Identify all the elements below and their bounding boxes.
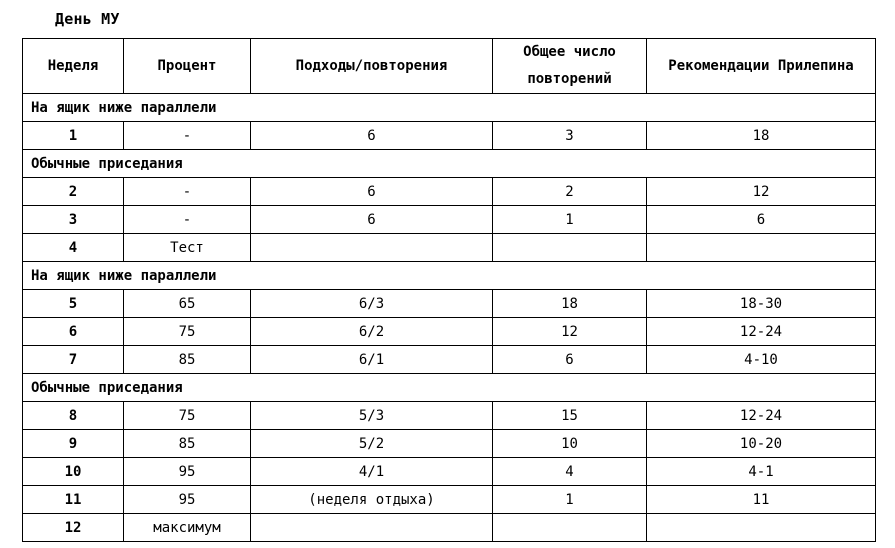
prilepin-cell: 6 [647, 206, 876, 234]
total-reps-cell: 18 [493, 290, 647, 318]
header-prilepin: Рекомендации Прилепина [647, 39, 876, 94]
total-reps-cell: 6 [493, 346, 647, 374]
table-row [23, 122, 876, 150]
prilepin-cell: 12-24 [647, 318, 876, 346]
percent-cell: - [124, 122, 251, 150]
table-row [23, 178, 876, 206]
table-row [23, 402, 876, 430]
sets-reps-cell: 6/3 [251, 290, 493, 318]
week-cell: 7 [23, 346, 124, 374]
sets-reps-cell: (неделя отдыха) [251, 486, 493, 514]
section-label: На ящик ниже параллели [23, 262, 876, 290]
week-cell: 3 [23, 206, 124, 234]
document-title: День МУ [55, 10, 120, 28]
prilepin-cell [647, 234, 876, 262]
section-label: На ящик ниже параллели [23, 94, 876, 122]
header-week: Неделя [23, 39, 124, 94]
week-cell: 4 [23, 234, 124, 262]
week-cell: 12 [23, 514, 124, 542]
week-cell: 5 [23, 290, 124, 318]
sets-reps-cell [251, 234, 493, 262]
table-row [23, 430, 876, 458]
table-row [23, 290, 876, 318]
percent-cell: 95 [124, 458, 251, 486]
section-row [23, 94, 876, 122]
prilepin-cell: 12-24 [647, 402, 876, 430]
prilepin-cell: 12 [647, 178, 876, 206]
sets-reps-cell: 6 [251, 206, 493, 234]
total-reps-cell: 10 [493, 430, 647, 458]
percent-cell: Тест [124, 234, 251, 262]
total-reps-cell: 1 [493, 206, 647, 234]
week-cell: 9 [23, 430, 124, 458]
percent-cell: - [124, 178, 251, 206]
total-reps-cell: 4 [493, 458, 647, 486]
week-cell: 11 [23, 486, 124, 514]
table-row [23, 458, 876, 486]
prilepin-cell: 18 [647, 122, 876, 150]
section-row [23, 150, 876, 178]
week-cell: 1 [23, 122, 124, 150]
week-cell: 10 [23, 458, 124, 486]
prilepin-cell: 4-1 [647, 458, 876, 486]
sets-reps-cell: 5/3 [251, 402, 493, 430]
prilepin-cell: 4-10 [647, 346, 876, 374]
sets-reps-cell: 5/2 [251, 430, 493, 458]
header-row [23, 39, 876, 94]
prilepin-cell: 18-30 [647, 290, 876, 318]
total-reps-cell: 2 [493, 178, 647, 206]
sets-reps-cell: 6 [251, 122, 493, 150]
week-cell: 6 [23, 318, 124, 346]
week-cell: 8 [23, 402, 124, 430]
total-reps-cell: 1 [493, 486, 647, 514]
table-row [23, 486, 876, 514]
sets-reps-cell [251, 514, 493, 542]
percent-cell: 85 [124, 430, 251, 458]
sets-reps-cell: 4/1 [251, 458, 493, 486]
week-cell: 2 [23, 178, 124, 206]
prilepin-cell [647, 514, 876, 542]
percent-cell: 75 [124, 318, 251, 346]
percent-cell: 75 [124, 402, 251, 430]
total-reps-cell: 3 [493, 122, 647, 150]
header-sets-reps: Подходы/повторения [251, 39, 493, 94]
table-row [23, 514, 876, 542]
section-row [23, 262, 876, 290]
prilepin-cell: 10-20 [647, 430, 876, 458]
total-reps-cell [493, 514, 647, 542]
sets-reps-cell: 6 [251, 178, 493, 206]
header-percent: Процент [124, 39, 251, 94]
percent-cell: - [124, 206, 251, 234]
training-plan-table [22, 38, 876, 542]
table-row [23, 234, 876, 262]
sets-reps-cell: 6/2 [251, 318, 493, 346]
section-label: Обычные приседания [23, 150, 876, 178]
percent-cell: 65 [124, 290, 251, 318]
table-row [23, 346, 876, 374]
table-row [23, 206, 876, 234]
total-reps-cell [493, 234, 647, 262]
total-reps-cell: 12 [493, 318, 647, 346]
percent-cell: 85 [124, 346, 251, 374]
header-total-reps: Общее число повторений [493, 39, 647, 94]
section-row [23, 374, 876, 402]
percent-cell: 95 [124, 486, 251, 514]
total-reps-cell: 15 [493, 402, 647, 430]
percent-cell: максимум [124, 514, 251, 542]
sets-reps-cell: 6/1 [251, 346, 493, 374]
section-label: Обычные приседания [23, 374, 876, 402]
table-row [23, 318, 876, 346]
prilepin-cell: 11 [647, 486, 876, 514]
